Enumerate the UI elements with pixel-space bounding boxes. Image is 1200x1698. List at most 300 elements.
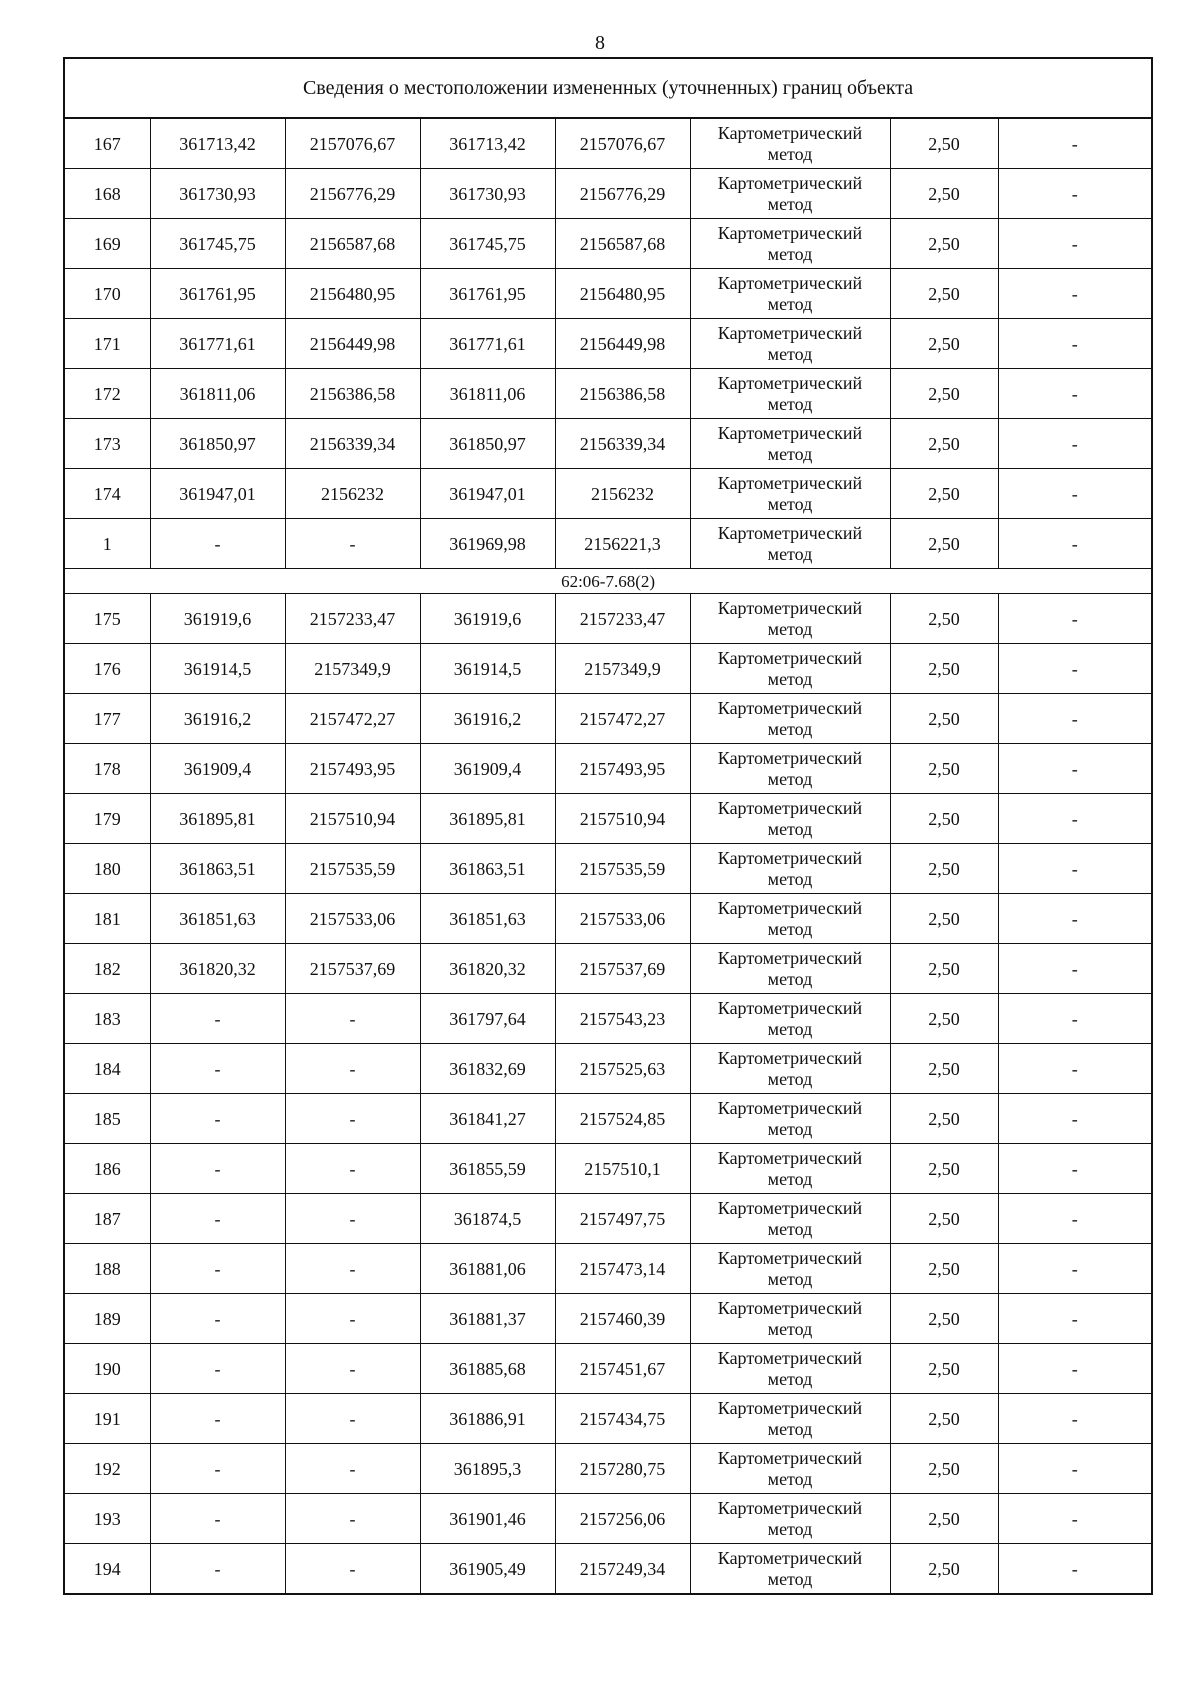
method-line2: метод bbox=[767, 868, 813, 889]
y-old-cell: 2157472,27 bbox=[285, 694, 420, 744]
method-line2: метод bbox=[767, 1518, 813, 1539]
method-line1: Картометрический bbox=[717, 322, 863, 343]
method-cell bbox=[690, 269, 890, 319]
x-new-cell: 361745,75 bbox=[420, 219, 555, 269]
y-new-cell: 2157493,95 bbox=[555, 744, 690, 794]
y-old-cell: 2156386,58 bbox=[285, 369, 420, 419]
method-line2: метод bbox=[767, 1368, 813, 1389]
table-row bbox=[64, 644, 1152, 694]
point-number-cell: 183 bbox=[64, 994, 150, 1044]
table-row bbox=[64, 1044, 1152, 1094]
method-cell bbox=[690, 369, 890, 419]
y-old-cell: - bbox=[285, 1194, 420, 1244]
x-old-cell: 361895,81 bbox=[150, 794, 285, 844]
x-old-cell: - bbox=[150, 1494, 285, 1544]
precision-cell: 2,50 bbox=[890, 1344, 998, 1394]
extra-cell: - bbox=[998, 694, 1152, 744]
y-new-cell: 2156449,98 bbox=[555, 319, 690, 369]
method-line2: метод bbox=[767, 1418, 813, 1439]
y-new-cell: 2157349,9 bbox=[555, 644, 690, 694]
x-new-cell: 361855,59 bbox=[420, 1144, 555, 1194]
method-line1: Картометрический bbox=[717, 272, 863, 293]
method-line1: Картометрический bbox=[717, 1147, 863, 1168]
x-old-cell: 361730,93 bbox=[150, 169, 285, 219]
precision-cell: 2,50 bbox=[890, 169, 998, 219]
y-old-cell: - bbox=[285, 1344, 420, 1394]
precision-cell: 2,50 bbox=[890, 1194, 998, 1244]
x-old-cell: 361916,2 bbox=[150, 694, 285, 744]
precision-cell: 2,50 bbox=[890, 118, 998, 169]
point-number-cell: 182 bbox=[64, 944, 150, 994]
extra-cell: - bbox=[998, 219, 1152, 269]
x-new-cell: 361881,37 bbox=[420, 1294, 555, 1344]
y-old-cell: - bbox=[285, 1144, 420, 1194]
table-row bbox=[64, 694, 1152, 744]
y-new-cell: 2157533,06 bbox=[555, 894, 690, 944]
method-line2: метод bbox=[767, 1268, 813, 1289]
method-line1: Картометрический bbox=[717, 1197, 863, 1218]
x-old-cell: 361713,42 bbox=[150, 118, 285, 169]
method-line1: Картометрический bbox=[717, 1397, 863, 1418]
method-line2: метод bbox=[767, 143, 813, 164]
point-number-cell: 178 bbox=[64, 744, 150, 794]
x-old-cell: 361761,95 bbox=[150, 269, 285, 319]
y-new-cell: 2157233,47 bbox=[555, 594, 690, 644]
method-line2: метод bbox=[767, 668, 813, 689]
y-new-cell: 2157497,75 bbox=[555, 1194, 690, 1244]
y-old-cell: 2156339,34 bbox=[285, 419, 420, 469]
table-row bbox=[64, 369, 1152, 419]
precision-cell: 2,50 bbox=[890, 694, 998, 744]
y-new-cell: 2157434,75 bbox=[555, 1394, 690, 1444]
x-new-cell: 361851,63 bbox=[420, 894, 555, 944]
y-old-cell: - bbox=[285, 1394, 420, 1444]
method-cell bbox=[690, 319, 890, 369]
method-cell bbox=[690, 469, 890, 519]
method-line2: метод bbox=[767, 543, 813, 564]
x-old-cell: 361811,06 bbox=[150, 369, 285, 419]
y-old-cell: 2156587,68 bbox=[285, 219, 420, 269]
table-title-row bbox=[64, 58, 1152, 118]
y-new-cell: 2157510,94 bbox=[555, 794, 690, 844]
x-old-cell: 361863,51 bbox=[150, 844, 285, 894]
extra-cell: - bbox=[998, 744, 1152, 794]
method-cell bbox=[690, 1444, 890, 1494]
y-old-cell: - bbox=[285, 994, 420, 1044]
x-new-cell: 361881,06 bbox=[420, 1244, 555, 1294]
x-old-cell: - bbox=[150, 1394, 285, 1444]
y-new-cell: 2157472,27 bbox=[555, 694, 690, 744]
method-line2: метод bbox=[767, 1168, 813, 1189]
point-number-cell: 181 bbox=[64, 894, 150, 944]
method-line1: Картометрический bbox=[717, 522, 863, 543]
section-row bbox=[64, 569, 1152, 594]
x-old-cell: 361919,6 bbox=[150, 594, 285, 644]
point-number-cell: 188 bbox=[64, 1244, 150, 1294]
y-old-cell: 2157076,67 bbox=[285, 118, 420, 169]
point-number-cell: 176 bbox=[64, 644, 150, 694]
x-old-cell: 361914,5 bbox=[150, 644, 285, 694]
extra-cell: - bbox=[998, 269, 1152, 319]
extra-cell: - bbox=[998, 894, 1152, 944]
y-old-cell: 2157535,59 bbox=[285, 844, 420, 894]
precision-cell: 2,50 bbox=[890, 594, 998, 644]
method-line1: Картометрический bbox=[717, 422, 863, 443]
extra-cell: - bbox=[998, 469, 1152, 519]
x-new-cell: 361947,01 bbox=[420, 469, 555, 519]
x-new-cell: 361914,5 bbox=[420, 644, 555, 694]
point-number-cell: 175 bbox=[64, 594, 150, 644]
method-cell bbox=[690, 1044, 890, 1094]
x-old-cell: 361850,97 bbox=[150, 419, 285, 469]
extra-cell: - bbox=[998, 369, 1152, 419]
x-old-cell: - bbox=[150, 1294, 285, 1344]
extra-cell: - bbox=[998, 1244, 1152, 1294]
table-row bbox=[64, 1144, 1152, 1194]
y-new-cell: 2156221,3 bbox=[555, 519, 690, 569]
method-line2: метод bbox=[767, 1018, 813, 1039]
method-line2: метод bbox=[767, 718, 813, 739]
point-number-cell: 185 bbox=[64, 1094, 150, 1144]
method-cell bbox=[690, 1544, 890, 1595]
method-line1: Картометрический bbox=[717, 1047, 863, 1068]
x-new-cell: 361874,5 bbox=[420, 1194, 555, 1244]
table-row bbox=[64, 894, 1152, 944]
table-row bbox=[64, 118, 1152, 169]
method-line1: Картометрический bbox=[717, 1447, 863, 1468]
table-body bbox=[64, 58, 1152, 1594]
table-row bbox=[64, 319, 1152, 369]
method-line2: метод bbox=[767, 193, 813, 214]
precision-cell: 2,50 bbox=[890, 319, 998, 369]
method-line2: метод bbox=[767, 443, 813, 464]
table-row bbox=[64, 1294, 1152, 1344]
point-number-cell: 184 bbox=[64, 1044, 150, 1094]
table-row bbox=[64, 594, 1152, 644]
method-line2: метод bbox=[767, 818, 813, 839]
table-row bbox=[64, 219, 1152, 269]
y-new-cell: 2157451,67 bbox=[555, 1344, 690, 1394]
y-old-cell: 2156480,95 bbox=[285, 269, 420, 319]
y-new-cell: 2157537,69 bbox=[555, 944, 690, 994]
x-new-cell: 361895,81 bbox=[420, 794, 555, 844]
x-new-cell: 361895,3 bbox=[420, 1444, 555, 1494]
y-old-cell: 2156776,29 bbox=[285, 169, 420, 219]
table-row bbox=[64, 944, 1152, 994]
x-old-cell: - bbox=[150, 1194, 285, 1244]
point-number-cell: 177 bbox=[64, 694, 150, 744]
method-cell bbox=[690, 594, 890, 644]
precision-cell: 2,50 bbox=[890, 1294, 998, 1344]
method-line2: метод bbox=[767, 243, 813, 264]
x-old-cell: 361771,61 bbox=[150, 319, 285, 369]
table-row bbox=[64, 1394, 1152, 1444]
point-number-cell: 190 bbox=[64, 1344, 150, 1394]
y-new-cell: 2156339,34 bbox=[555, 419, 690, 469]
method-line2: метод bbox=[767, 618, 813, 639]
y-old-cell: - bbox=[285, 1294, 420, 1344]
page-number: 8 bbox=[595, 32, 605, 54]
method-line1: Картометрический bbox=[717, 747, 863, 768]
precision-cell: 2,50 bbox=[890, 269, 998, 319]
x-new-cell: 361832,69 bbox=[420, 1044, 555, 1094]
method-cell bbox=[690, 1094, 890, 1144]
y-old-cell: - bbox=[285, 1044, 420, 1094]
x-new-cell: 361919,6 bbox=[420, 594, 555, 644]
method-cell bbox=[690, 118, 890, 169]
x-old-cell: - bbox=[150, 1344, 285, 1394]
method-cell bbox=[690, 169, 890, 219]
precision-cell: 2,50 bbox=[890, 844, 998, 894]
x-new-cell: 361905,49 bbox=[420, 1544, 555, 1595]
table-row bbox=[64, 169, 1152, 219]
extra-cell: - bbox=[998, 644, 1152, 694]
y-new-cell: 2157256,06 bbox=[555, 1494, 690, 1544]
table-row bbox=[64, 1494, 1152, 1544]
point-number-cell: 193 bbox=[64, 1494, 150, 1544]
point-number-cell: 170 bbox=[64, 269, 150, 319]
y-new-cell: 2157524,85 bbox=[555, 1094, 690, 1144]
method-cell bbox=[690, 1144, 890, 1194]
method-cell bbox=[690, 944, 890, 994]
table-row bbox=[64, 844, 1152, 894]
y-new-cell: 2157525,63 bbox=[555, 1044, 690, 1094]
y-new-cell: 2156587,68 bbox=[555, 219, 690, 269]
method-line1: Картометрический bbox=[717, 1497, 863, 1518]
precision-cell: 2,50 bbox=[890, 794, 998, 844]
point-number-cell: 172 bbox=[64, 369, 150, 419]
method-line1: Картометрический bbox=[717, 1547, 863, 1568]
x-new-cell: 361730,93 bbox=[420, 169, 555, 219]
table-row bbox=[64, 269, 1152, 319]
y-new-cell: 2156776,29 bbox=[555, 169, 690, 219]
x-old-cell: - bbox=[150, 994, 285, 1044]
table-row bbox=[64, 1344, 1152, 1394]
method-cell bbox=[690, 744, 890, 794]
method-cell bbox=[690, 1244, 890, 1294]
precision-cell: 2,50 bbox=[890, 1044, 998, 1094]
x-new-cell: 361885,68 bbox=[420, 1344, 555, 1394]
extra-cell: - bbox=[998, 1094, 1152, 1144]
method-line1: Картометрический bbox=[717, 697, 863, 718]
method-line2: метод bbox=[767, 1318, 813, 1339]
point-number-cell: 180 bbox=[64, 844, 150, 894]
point-number-cell: 189 bbox=[64, 1294, 150, 1344]
extra-cell: - bbox=[998, 1394, 1152, 1444]
x-new-cell: 361713,42 bbox=[420, 118, 555, 169]
x-new-cell: 361797,64 bbox=[420, 994, 555, 1044]
point-number-cell: 186 bbox=[64, 1144, 150, 1194]
x-new-cell: 361841,27 bbox=[420, 1094, 555, 1144]
y-old-cell: 2157533,06 bbox=[285, 894, 420, 944]
table-row bbox=[64, 1244, 1152, 1294]
method-line2: метод bbox=[767, 293, 813, 314]
x-new-cell: 361886,91 bbox=[420, 1394, 555, 1444]
x-old-cell: 361820,32 bbox=[150, 944, 285, 994]
precision-cell: 2,50 bbox=[890, 1144, 998, 1194]
x-old-cell: - bbox=[150, 1444, 285, 1494]
point-number-cell: 173 bbox=[64, 419, 150, 469]
table-row bbox=[64, 519, 1152, 569]
method-cell bbox=[690, 794, 890, 844]
precision-cell: 2,50 bbox=[890, 994, 998, 1044]
extra-cell: - bbox=[998, 1544, 1152, 1595]
precision-cell: 2,50 bbox=[890, 1394, 998, 1444]
method-line1: Картометрический bbox=[717, 947, 863, 968]
x-old-cell: - bbox=[150, 1244, 285, 1294]
method-line1: Картометрический bbox=[717, 847, 863, 868]
y-new-cell: 2157076,67 bbox=[555, 118, 690, 169]
method-line1: Картометрический bbox=[717, 597, 863, 618]
method-cell bbox=[690, 1394, 890, 1444]
extra-cell: - bbox=[998, 118, 1152, 169]
precision-cell: 2,50 bbox=[890, 469, 998, 519]
point-number-cell: 174 bbox=[64, 469, 150, 519]
y-new-cell: 2157510,1 bbox=[555, 1144, 690, 1194]
method-line2: метод bbox=[767, 918, 813, 939]
extra-cell: - bbox=[998, 419, 1152, 469]
precision-cell: 2,50 bbox=[890, 1094, 998, 1144]
method-cell bbox=[690, 844, 890, 894]
x-old-cell: - bbox=[150, 1144, 285, 1194]
y-old-cell: - bbox=[285, 1094, 420, 1144]
y-old-cell: - bbox=[285, 1444, 420, 1494]
method-line1: Картометрический bbox=[717, 372, 863, 393]
extra-cell: - bbox=[998, 1444, 1152, 1494]
precision-cell: 2,50 bbox=[890, 944, 998, 994]
y-new-cell: 2156480,95 bbox=[555, 269, 690, 319]
y-old-cell: 2157493,95 bbox=[285, 744, 420, 794]
y-new-cell: 2156232 bbox=[555, 469, 690, 519]
extra-cell: - bbox=[998, 1294, 1152, 1344]
precision-cell: 2,50 bbox=[890, 894, 998, 944]
y-old-cell: 2157349,9 bbox=[285, 644, 420, 694]
method-line2: метод bbox=[767, 393, 813, 414]
y-new-cell: 2157473,14 bbox=[555, 1244, 690, 1294]
method-line2: метод bbox=[767, 968, 813, 989]
x-new-cell: 361850,97 bbox=[420, 419, 555, 469]
x-old-cell: - bbox=[150, 1094, 285, 1144]
table-row bbox=[64, 1544, 1152, 1595]
method-line1: Картометрический bbox=[717, 1247, 863, 1268]
point-number-cell: 187 bbox=[64, 1194, 150, 1244]
table-row bbox=[64, 794, 1152, 844]
y-new-cell: 2157249,34 bbox=[555, 1544, 690, 1595]
y-old-cell: 2157233,47 bbox=[285, 594, 420, 644]
x-old-cell: - bbox=[150, 1544, 285, 1595]
x-new-cell: 361820,32 bbox=[420, 944, 555, 994]
method-line1: Картометрический bbox=[717, 122, 863, 143]
y-old-cell: - bbox=[285, 1244, 420, 1294]
y-new-cell: 2156386,58 bbox=[555, 369, 690, 419]
method-cell bbox=[690, 219, 890, 269]
extra-cell: - bbox=[998, 844, 1152, 894]
y-old-cell: - bbox=[285, 1494, 420, 1544]
point-number-cell: 171 bbox=[64, 319, 150, 369]
method-cell bbox=[690, 419, 890, 469]
precision-cell: 2,50 bbox=[890, 369, 998, 419]
precision-cell: 2,50 bbox=[890, 1444, 998, 1494]
point-number-cell: 179 bbox=[64, 794, 150, 844]
method-line1: Картометрический bbox=[717, 472, 863, 493]
extra-cell: - bbox=[998, 1044, 1152, 1094]
y-new-cell: 2157280,75 bbox=[555, 1444, 690, 1494]
method-line2: метод bbox=[767, 1218, 813, 1239]
table-row bbox=[64, 994, 1152, 1044]
x-old-cell: 361947,01 bbox=[150, 469, 285, 519]
x-new-cell: 361909,4 bbox=[420, 744, 555, 794]
method-line1: Картометрический bbox=[717, 897, 863, 918]
point-number-cell: 192 bbox=[64, 1444, 150, 1494]
x-old-cell: - bbox=[150, 1044, 285, 1094]
x-new-cell: 361771,61 bbox=[420, 319, 555, 369]
y-new-cell: 2157460,39 bbox=[555, 1294, 690, 1344]
x-new-cell: 361916,2 bbox=[420, 694, 555, 744]
table-row bbox=[64, 1194, 1152, 1244]
method-cell bbox=[690, 1344, 890, 1394]
method-line2: метод bbox=[767, 768, 813, 789]
table-row bbox=[64, 1444, 1152, 1494]
table-row bbox=[64, 1094, 1152, 1144]
method-line2: метод bbox=[767, 1068, 813, 1089]
method-line1: Картометрический bbox=[717, 797, 863, 818]
extra-cell: - bbox=[998, 1494, 1152, 1544]
method-cell bbox=[690, 694, 890, 744]
point-number-cell: 167 bbox=[64, 118, 150, 169]
method-line2: метод bbox=[767, 343, 813, 364]
method-line1: Картометрический bbox=[717, 1097, 863, 1118]
method-line2: метод bbox=[767, 1468, 813, 1489]
x-new-cell: 361969,98 bbox=[420, 519, 555, 569]
method-line1: Картометрический bbox=[717, 647, 863, 668]
x-old-cell: 361909,4 bbox=[150, 744, 285, 794]
table-row bbox=[64, 744, 1152, 794]
method-line2: метод bbox=[767, 493, 813, 514]
extra-cell: - bbox=[998, 169, 1152, 219]
point-number-cell: 1 bbox=[64, 519, 150, 569]
method-line2: метод bbox=[767, 1118, 813, 1139]
x-old-cell: 361851,63 bbox=[150, 894, 285, 944]
extra-cell: - bbox=[998, 794, 1152, 844]
precision-cell: 2,50 bbox=[890, 1544, 998, 1595]
section-label: 62:06-7.68(2) bbox=[64, 569, 1152, 594]
y-old-cell: - bbox=[285, 1544, 420, 1595]
point-number-cell: 169 bbox=[64, 219, 150, 269]
method-line1: Картометрический bbox=[717, 222, 863, 243]
point-number-cell: 168 bbox=[64, 169, 150, 219]
x-new-cell: 361863,51 bbox=[420, 844, 555, 894]
y-new-cell: 2157535,59 bbox=[555, 844, 690, 894]
table-row bbox=[64, 419, 1152, 469]
precision-cell: 2,50 bbox=[890, 1244, 998, 1294]
method-cell bbox=[690, 994, 890, 1044]
y-old-cell: 2157537,69 bbox=[285, 944, 420, 994]
precision-cell: 2,50 bbox=[890, 219, 998, 269]
y-old-cell: 2156232 bbox=[285, 469, 420, 519]
method-line2: метод bbox=[767, 1568, 813, 1589]
method-line1: Картометрический bbox=[717, 1347, 863, 1368]
extra-cell: - bbox=[998, 519, 1152, 569]
precision-cell: 2,50 bbox=[890, 744, 998, 794]
table-title: Сведения о местоположении измененных (уточненных) границ объекта bbox=[64, 58, 1152, 118]
method-cell bbox=[690, 1494, 890, 1544]
y-old-cell: 2156449,98 bbox=[285, 319, 420, 369]
method-cell bbox=[690, 1194, 890, 1244]
x-new-cell: 361811,06 bbox=[420, 369, 555, 419]
extra-cell: - bbox=[998, 944, 1152, 994]
x-old-cell: 361745,75 bbox=[150, 219, 285, 269]
method-line1: Картометрический bbox=[717, 172, 863, 193]
